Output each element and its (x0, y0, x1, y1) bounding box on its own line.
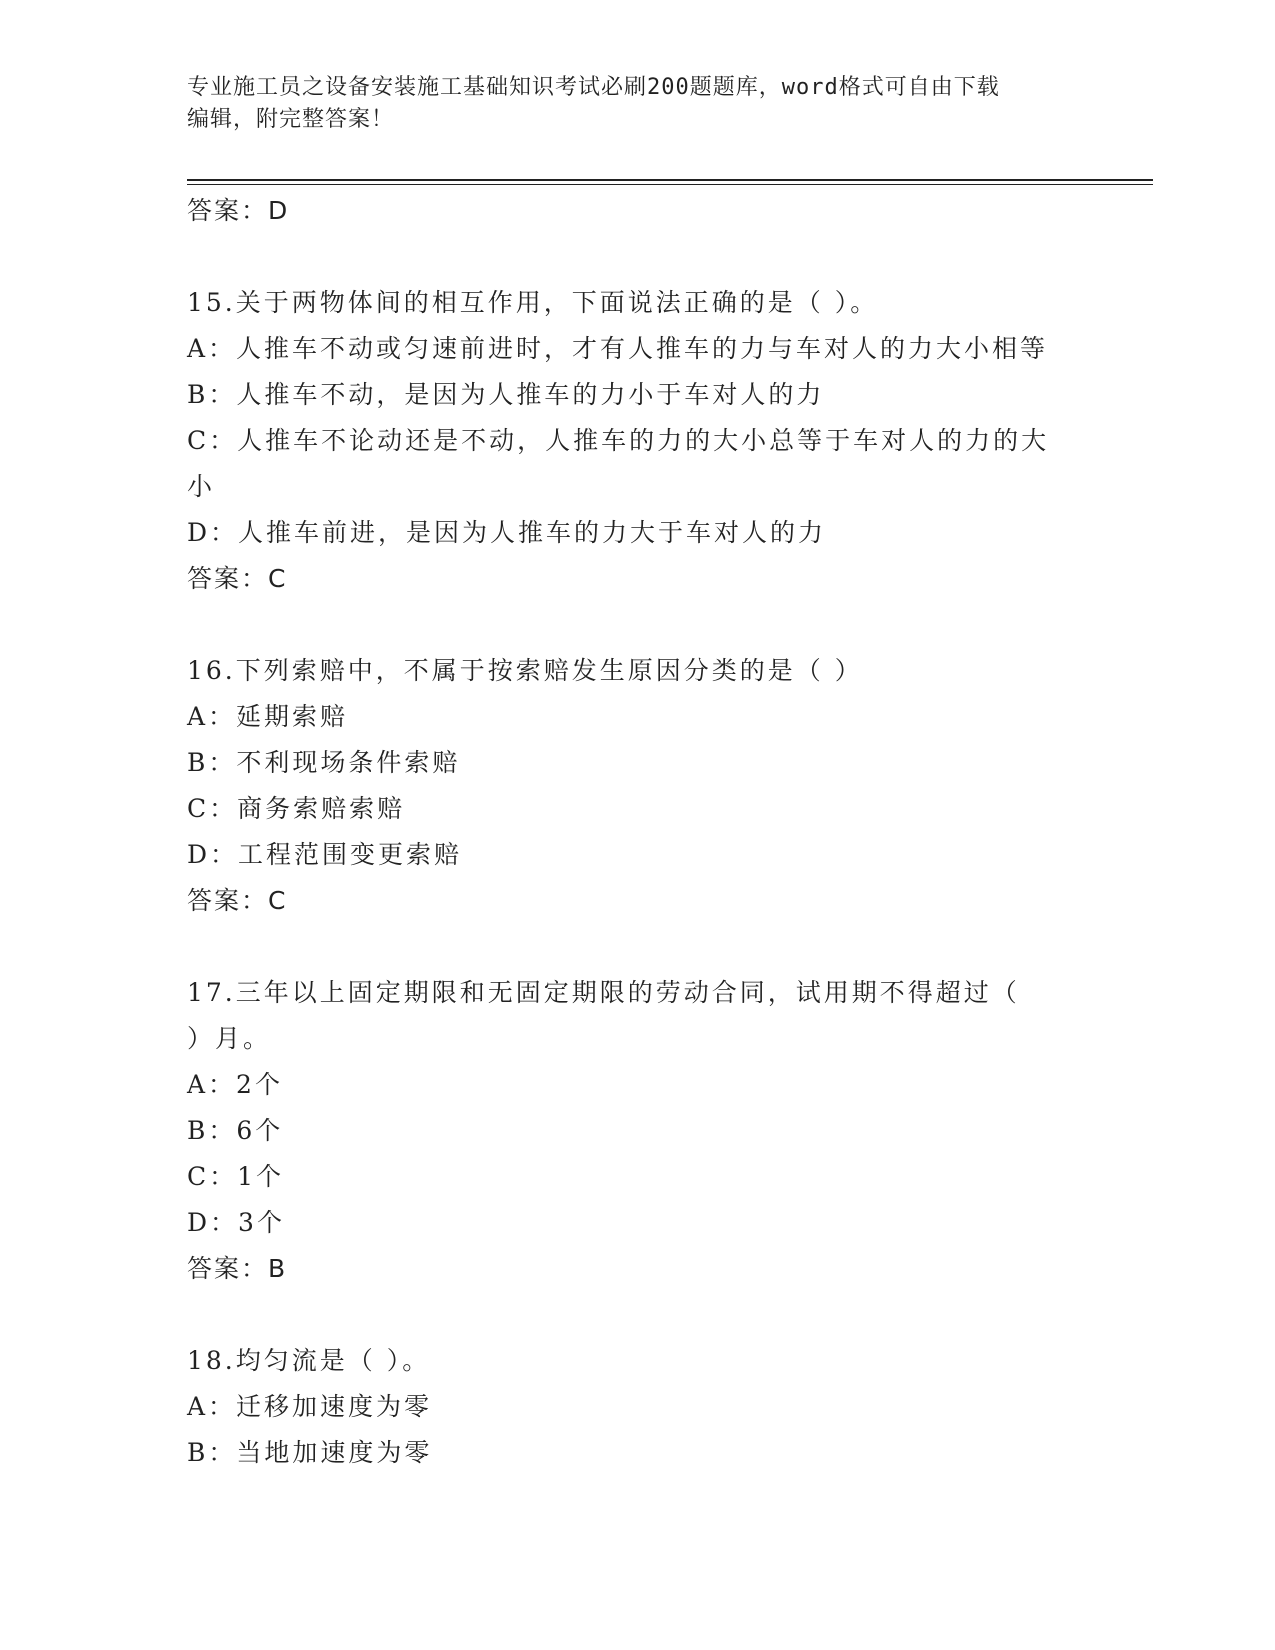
spacer (187, 924, 1077, 970)
question-block (187, 280, 1077, 648)
header-line-1: 专业施工员之设备安装施工基础知识考试必刷200题题库，word格式可自由下载 (187, 75, 1000, 100)
option-line: C：人推车不论动还是不动，人推车的力的大小总等于车对人的力的大 (187, 426, 1050, 455)
spacer (187, 234, 1077, 280)
question-stem: 18.均匀流是（ ）。 (187, 1346, 431, 1375)
question-stem: 15.关于两物体间的相互作用，下面说法正确的是（ ）。 (187, 288, 879, 317)
question-list (187, 188, 1077, 1476)
option-line: B：当地加速度为零 (187, 1438, 433, 1467)
option-line: D：3个 (187, 1208, 285, 1237)
option-line: A：人推车不动或匀速前进时，才有人推车的力与车对人的力大小相等 (187, 334, 1049, 363)
option-line: 小 (187, 472, 216, 501)
option-line: C：商务索赔索赔 (187, 794, 406, 823)
question-block (187, 1338, 1077, 1476)
option-line: B：人推车不动，是因为人推车的力小于车对人的力 (187, 380, 825, 409)
header-divider-thin (187, 184, 1153, 185)
question-stem: 16.下列索赔中，不属于按索赔发生原因分类的是（ ） (187, 656, 863, 685)
question-block (187, 648, 1077, 970)
option-line: A：延期索赔 (187, 702, 349, 731)
answer-line: 答案：B (187, 1254, 288, 1283)
document-header (187, 72, 1067, 136)
option-line: C：1个 (187, 1162, 285, 1191)
option-line: D：人推车前进，是因为人推车的力大于车对人的力 (187, 518, 827, 547)
option-line: B：不利现场条件索赔 (187, 748, 461, 777)
option-line: D：工程范围变更索赔 (187, 840, 463, 869)
option-line: A：2个 (187, 1070, 283, 1099)
spacer (187, 602, 1077, 648)
answer-line: 答案：C (187, 564, 288, 593)
question-stem: ）月。 (187, 1024, 272, 1053)
option-line: A：迁移加速度为零 (187, 1392, 433, 1421)
question-stem: 17.三年以上固定期限和无固定期限的劳动合同，试用期不得超过（ (187, 978, 1020, 1007)
answer-line: 答案：C (187, 886, 288, 915)
previous-answer: 答案：D (187, 196, 290, 225)
spacer (187, 1292, 1077, 1338)
header-line-2: 编辑，附完整答案！ (187, 107, 395, 132)
question-block (187, 970, 1077, 1338)
option-line: B：6个 (187, 1116, 284, 1145)
header-divider-thick (187, 179, 1153, 181)
